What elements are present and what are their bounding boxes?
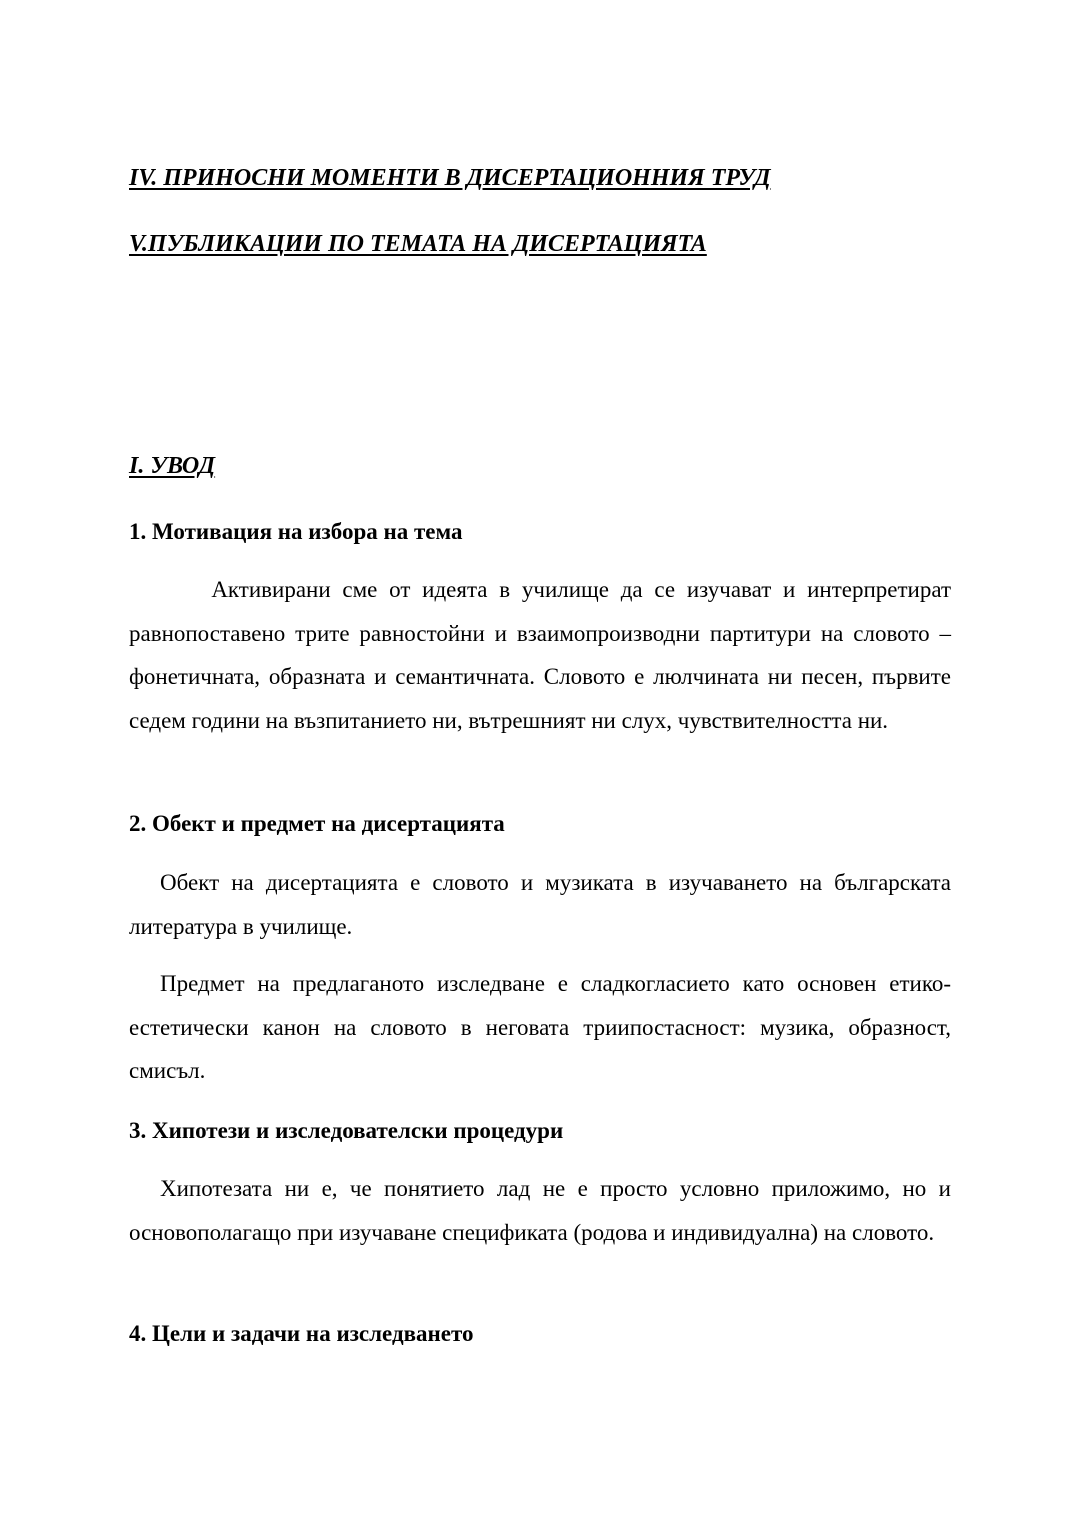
paragraph-hypothesis: Хипотезата ни е, че понятието лад не е просто условно приложимо, но и основополагащо при изучаване спецификата (родова и индивидуална) на словото. — [129, 1176, 951, 1245]
toc-item-contributions: IV. ПРИНОСНИ МОМЕНТИ В ДИСЕРТАЦИОННИЯ ТРУД — [129, 165, 771, 191]
paragraph-object: Обект на дисертацията е словото и музиката в изучаването на българската литература в училище. — [129, 870, 951, 939]
subheading-motivation: 1. Мотивация на избора на тема — [129, 519, 463, 544]
section-title-introduction: I. УВОД — [129, 453, 216, 479]
paragraph-motivation: Активирани сме от идеята в училище да се изучават и интерпретират равнопоставено трите равностойни и взаимопроизводни партитури на словото – фонетичната, образната и семантичната. Словото е люлчината ни песен, първите седем години на възпитанието ни, вътрешният ни слух, чувствителността ни. — [129, 577, 951, 733]
toc-item-publications: V.ПУБЛИКАЦИИ ПО ТЕМАТА НА ДИСЕРТАЦИЯТА — [129, 231, 707, 257]
subheading-goals-tasks: 4. Цели и задачи на изследването — [129, 1321, 474, 1346]
subheading-hypotheses: 3. Хипотези и изследователски процедури — [129, 1118, 564, 1143]
paragraph-subject: Предмет на предлаганото изследване е сладкогласието като основен етико-естетически канон на словото в неговата триипостасност: музика, образност, смисъл. — [129, 971, 951, 1083]
subheading-object-subject: 2. Обект и предмет на дисертацията — [129, 811, 505, 836]
